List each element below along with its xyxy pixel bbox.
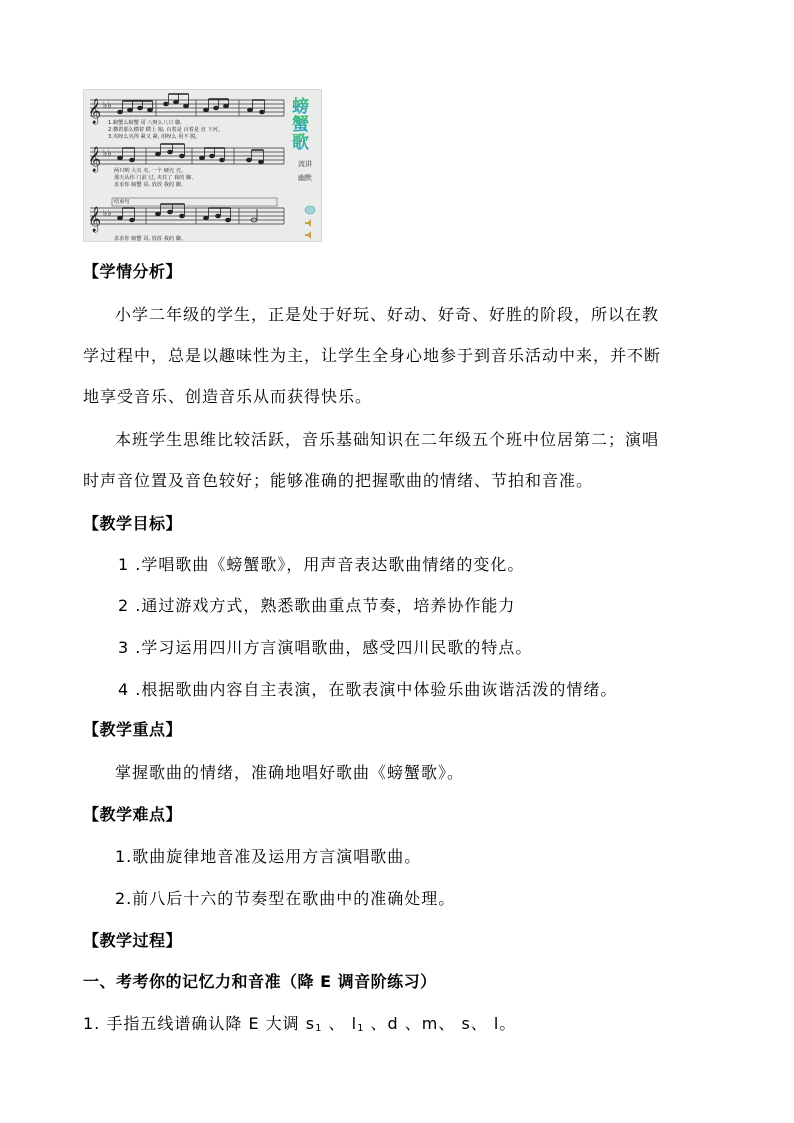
solfege-s: s <box>305 1014 316 1033</box>
lyric-line-5: 那天从你 门前 过, 夹住了 我的 脚。 <box>114 175 197 181</box>
lyric-line-6: 求求你 螃蟹 哥, 放放 我的 脚。 <box>114 182 187 188</box>
svg-text:𝄞: 𝄞 <box>88 207 102 232</box>
score-title-char-2: 蟹 <box>292 115 309 135</box>
para-1-line-2: 学过程中，总是以趣味性为主，让学生全身心地参于到音乐活动中来，并不断 <box>83 346 662 365</box>
para-1-line-3: 地享受音乐、创造音乐从而获得快乐。 <box>83 387 373 406</box>
para-2-line-2: 时声音位置及音色较好；能够准确的把握歌曲的情绪、节拍和音准。 <box>83 471 594 490</box>
goal-item-4: 4 .根据歌曲内容自主表演，在歌表演中体验乐曲诙谐活泼的情绪。 <box>118 680 618 699</box>
score-title-char-3: 歌 <box>292 133 309 153</box>
goal-item-3: 3 .学习运用四川方言演唱歌曲，感受四川民歌的特点。 <box>118 638 533 657</box>
heading-difficulties: 【教学难点】 <box>83 805 183 824</box>
score-drawing <box>84 90 322 242</box>
lyric-line-1: 1.螃蟹么螃蟹 哥 八呀么八只 脚, <box>108 120 182 126</box>
treble-clefs <box>88 98 101 232</box>
lyric-line-2: 2.横着那么横着 横上 娘, 百着是 百着是 直 下河。 <box>108 127 224 133</box>
side-label-1: 流讲 <box>298 160 312 168</box>
svg-text:♭♭: ♭♭ <box>103 209 112 219</box>
svg-text:𝄞: 𝄞 <box>88 99 102 124</box>
difficulty-item-2: 2.前八后十六的节奏型在歌曲中的准确处理。 <box>115 889 456 908</box>
lyric-line-4: 两只哟 大夹 夹, 一个 硬壳 壳。 <box>114 168 187 174</box>
score-title-char-1: 螃 <box>292 97 309 117</box>
solfege-l: 、 l <box>322 1014 358 1033</box>
process-step-1 <box>83 1011 516 1034</box>
score-side-labels <box>298 159 312 182</box>
side-label-2: 幽默 <box>298 174 312 182</box>
process-step-1-text: 1. 手指五线谱确认降 E 大调 <box>83 1014 306 1033</box>
difficulty-item-1: 1.歌曲旋律地音准及运用方言演唱歌曲。 <box>115 847 422 866</box>
speaker-icon-2 <box>305 231 311 239</box>
score-lyrics <box>108 118 223 242</box>
score-title <box>292 96 309 153</box>
solfege-l-subscript: 1 <box>357 1023 365 1034</box>
play-bubble-icon <box>305 206 315 214</box>
svg-text:♭♭: ♭♭ <box>103 149 112 159</box>
para-1-line-1: 小学二年级的学生，正是处于好玩、好动、好奇、好胜的阶段，所以在教 <box>115 305 660 324</box>
para-2-line-1: 本班学生思维比较活跃，音乐基础知识在二年级五个班中位居第二；演唱 <box>115 430 660 449</box>
song-score-image <box>83 89 322 242</box>
heading-key-points: 【教学重点】 <box>83 720 183 739</box>
heading-teaching-goals: 【教学目标】 <box>83 514 183 533</box>
lyric-line-3: 3.夹呀么夹得 紧又 紧, 用呀么 用不 脱。 <box>108 134 201 140</box>
lyric-line-7: 求求你 螃蟹 哥, 放放 我的 脚。 <box>114 236 187 242</box>
solfege-s-subscript: 1 <box>315 1023 323 1034</box>
heading-student-analysis: 【学情分析】 <box>83 262 183 281</box>
heading-teaching-process: 【教学过程】 <box>83 931 183 950</box>
notes <box>118 94 265 222</box>
process-subheading-1: 一、考考你的记忆力和音准（降 E 调音阶练习） <box>83 972 437 991</box>
key-point-text: 掌握歌曲的情绪，准确地唱好歌曲《螃蟹歌》。 <box>115 763 465 782</box>
goal-item-2: 2 .通过游戏方式，熟悉歌曲重点节奏，培养协作能力 <box>118 596 516 615</box>
goal-item-1: 1 .学唱歌曲《螃蟹歌》，用声音表达歌曲情绪的变化。 <box>118 555 525 574</box>
speaker-icon <box>305 219 311 227</box>
end-phrase-label: 结束句 <box>114 199 130 205</box>
end-phrase-bracket <box>112 198 277 206</box>
svg-text:♭♭: ♭♭ <box>103 101 112 111</box>
solfege-rest: 、d 、m、 s、 l。 <box>364 1014 517 1033</box>
svg-text:𝄞: 𝄞 <box>88 147 102 172</box>
